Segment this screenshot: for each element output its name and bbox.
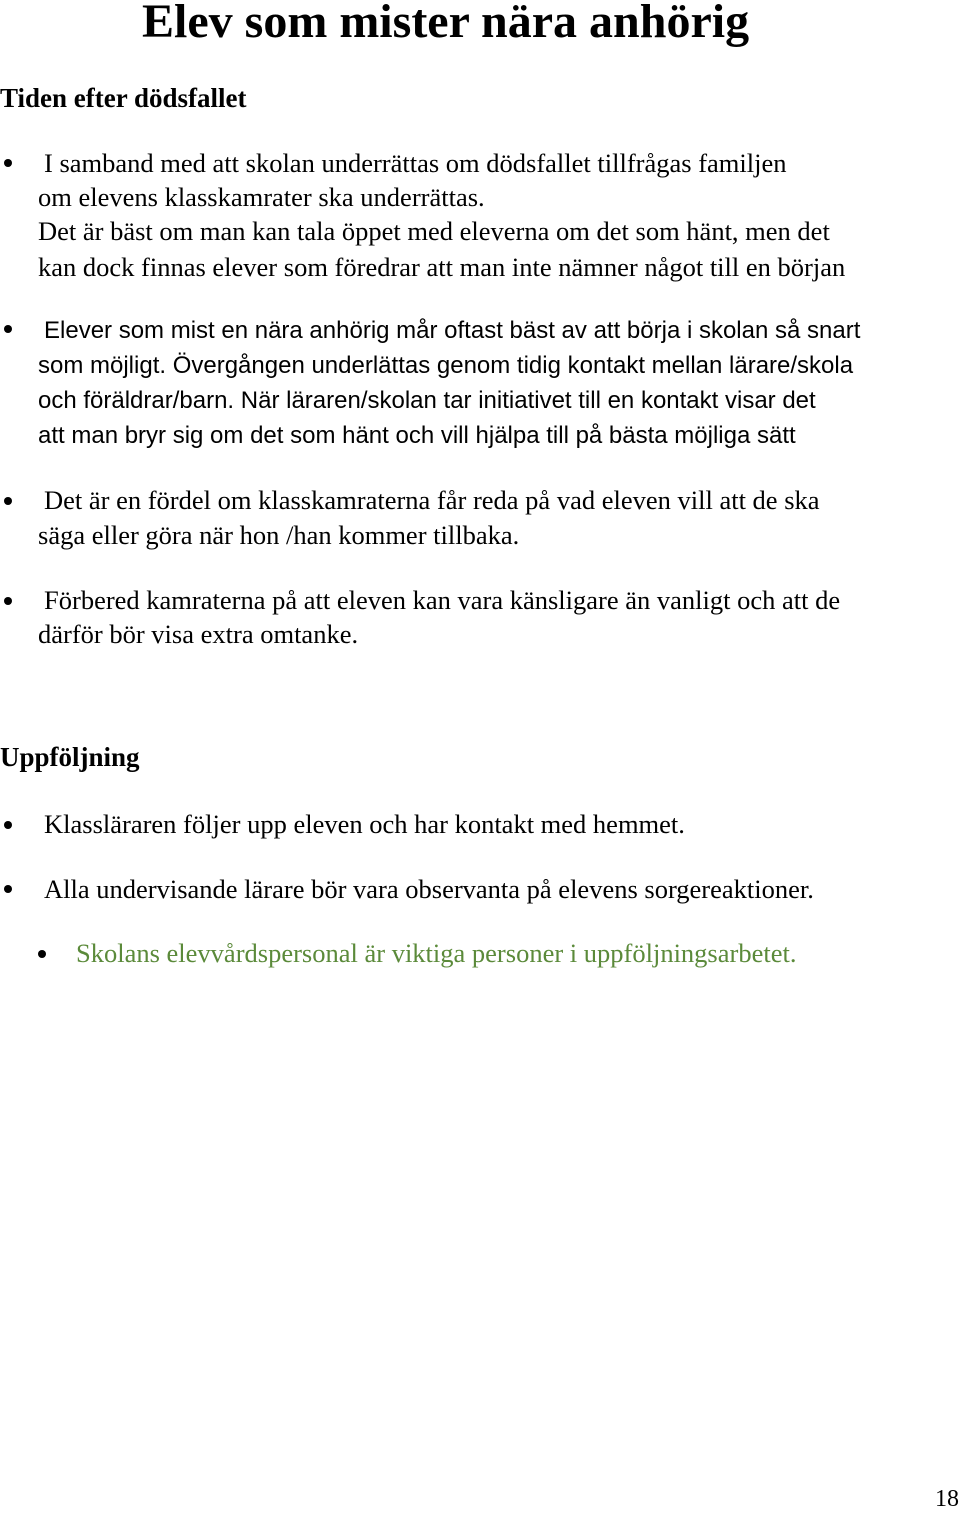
list-item-line: att man bryr sig om det som hänt och vill hjälpa till på bästa möjliga sätt [38, 422, 796, 449]
list-item-line: Klassläraren följer upp eleven och har kontakt med hemmet. [44, 809, 685, 839]
bullet-icon [4, 885, 12, 893]
list-item-line: Alla undervisande lärare bör vara observanta på elevens sorgereaktioner. [44, 874, 814, 904]
bullet-icon [4, 159, 12, 167]
bullet-icon [38, 950, 46, 958]
section-heading-tiden-efter-dodsfallet: Tiden efter dödsfallet [0, 83, 247, 113]
list-item-line: och föräldrar/barn. När läraren/skolan tar initiativet till en kontakt visar det [38, 387, 816, 414]
list-item-line: säga eller göra när hon /han kommer tillbaka. [38, 520, 520, 550]
list-item-line: Skolans elevvårdspersonal är viktiga personer i uppföljningsarbetet. [76, 938, 797, 968]
list-item-line: Elever som mist en nära anhörig mår oftast bäst av att börja i skolan så snart [44, 317, 861, 344]
list-item-line: som möjligt. Övergången underlättas genom tidig kontakt mellan lärare/skola [38, 352, 854, 379]
list-item-line: därför bör visa extra omtanke. [38, 619, 359, 649]
section-heading-uppfoljning: Uppföljning [0, 742, 140, 772]
list-item-line: om elevens klasskamrater ska underrättas. [38, 182, 485, 212]
bullet-icon [4, 597, 12, 605]
page-title: Elev som mister nära anhörig [142, 0, 750, 48]
list-item-line: kan dock finnas elever som föredrar att man inte nämner något till en början [38, 252, 846, 282]
bullet-icon [4, 497, 12, 505]
page-number: 18 [935, 1486, 959, 1512]
bullet-icon [4, 325, 12, 333]
list-item-line: Det är bäst om man kan tala öppet med eleverna om det som hänt, men det [38, 216, 830, 246]
list-item-line: Förbered kamraterna på att eleven kan vara känsligare än vanligt och att de [44, 585, 841, 615]
bullet-icon [4, 821, 12, 829]
list-item-line: Det är en fördel om klasskamraterna får reda på vad eleven vill att de ska [44, 485, 820, 515]
list-item-line: I samband med att skolan underrättas om dödsfallet tillfrågas familjen [44, 148, 787, 178]
